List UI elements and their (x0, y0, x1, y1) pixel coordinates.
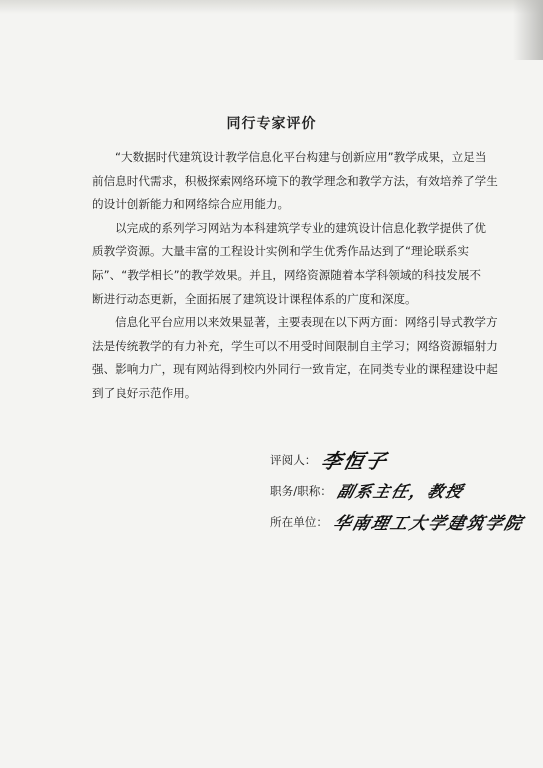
position-handwritten: 副系主任，教授 (335, 482, 467, 501)
scan-top-edge (0, 0, 543, 14)
scan-corner-shadow (513, 0, 543, 60)
paragraph-line: 的设计创新能力和网络综合应用能力。 (92, 197, 290, 212)
position-label: 职务/职称： (270, 483, 332, 498)
evaluation-body (92, 146, 498, 406)
page-title: 同行专家评价 (226, 116, 317, 132)
paragraph-line: 强、影响力广，现有网站得到校内外同行一致肯定，在同类专业的课程建设中起 (92, 362, 498, 377)
reviewer-row (270, 444, 540, 475)
unit-label: 所在单位： (270, 514, 328, 529)
unit-row (270, 506, 540, 537)
paragraph-line: 前信息时代需求，积极探索网络环境下的教学理念和教学方法，有效培养了学生 (92, 173, 498, 188)
paragraph-line: 质教学资源。大量丰富的工程设计实例和学生优秀作品达到了“理论联系实 (92, 244, 470, 259)
position-row (270, 475, 540, 506)
reviewer-signature: 李恒子 (319, 449, 392, 473)
paragraph-line: 信息化平台应用以来效果显著，主要表现在以下两方面：网络引导式教学方 (115, 315, 498, 330)
paragraph-line: 法是传统教学的有力补充，学生可以不用受时间限制自主学习；网络资源辐射力 (92, 338, 498, 353)
paragraph-2 (92, 217, 487, 311)
reviewer-label: 评阅人： (270, 452, 317, 467)
paragraph-1 (92, 146, 498, 217)
signature-block (270, 444, 540, 537)
unit-handwritten: 华南理工大学建筑学院 (330, 514, 526, 534)
paragraph-line: 到了良好示范作用。 (92, 385, 197, 400)
paragraph-line: 断进行动态更新，全面拓展了建筑设计课程体系的广度和深度。 (92, 291, 417, 306)
paragraph-line: 际”、“教学相长”的教学效果。并且，网络资源随着本学科领域的科技发展不 (92, 267, 482, 282)
paragraph-3 (92, 311, 498, 405)
paragraph-line: 以完成的系列学习网站为本科建筑学专业的建筑设计信息化教学提供了优 (115, 220, 487, 235)
paragraph-line: “大数据时代建筑设计教学信息化平台构建与创新应用”教学成果，立足当 (115, 150, 487, 164)
